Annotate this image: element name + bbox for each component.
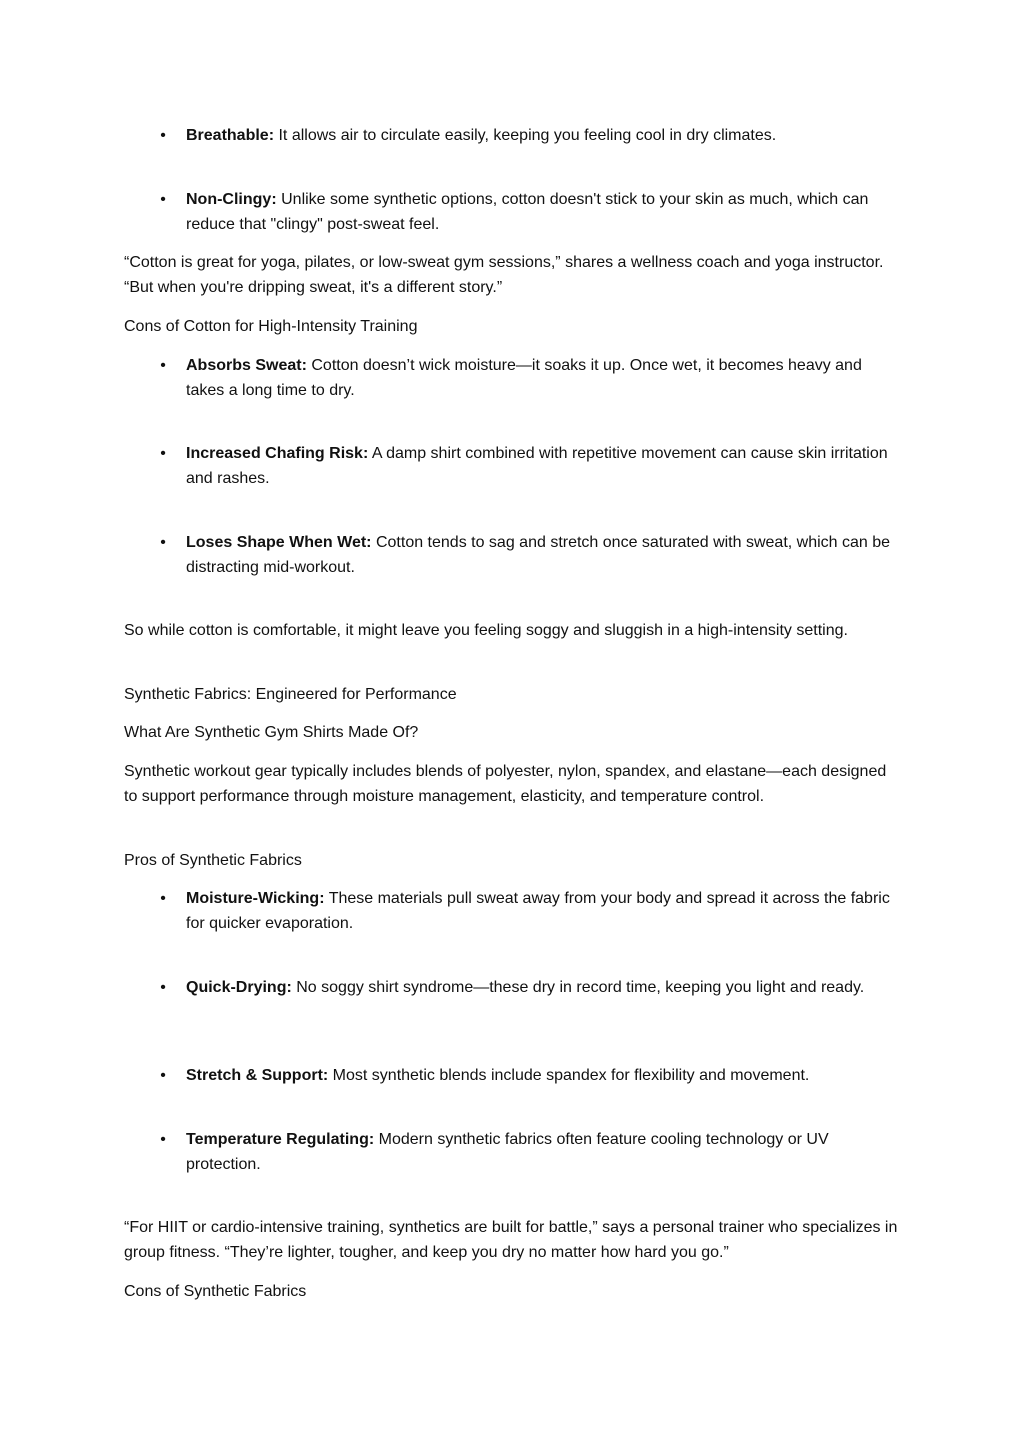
quote-personal-trainer: “For HIIT or cardio-intensive training, synthetics are built for battle,” says a personal trainer who specializes in group fitness. “They’re lighter, tougher, and keep you dry no matter how hard you go.” [124,1219,898,1261]
bullet-icon: • [160,1131,166,1148]
bullet-text: Modern synthetic fabrics often feature cooling technology or UV protection. [186,1131,829,1173]
bullet-label: Non-Clingy: [186,191,277,208]
bullet-item-breathable [124,123,899,148]
bullet-icon: • [160,127,166,144]
bullet-item-absorbs-sweat [124,353,899,403]
bullet-body [186,353,899,403]
bullet-label: Loses Shape When Wet: [186,534,372,551]
bullet-label: Absorbs Sweat: [186,357,307,374]
bullet-icon: • [160,357,166,374]
paragraph-synthetic-blends: Synthetic workout gear typically includes blends of polyester, nylon, spandex, and elastane—each designed to support performance through moisture management, elasticity, and temperature control. [124,763,887,805]
bullet-item-stretch-support [124,1063,899,1088]
bullet-item-moisture-wicking [124,886,899,936]
bullet-label: Quick-Drying: [186,979,292,996]
heading-synthetic-made-of: What Are Synthetic Gym Shirts Made Of? [124,724,419,741]
heading-cons-of-cotton: Cons of Cotton for High-Intensity Training [124,318,418,335]
bullet-icon: • [160,1067,166,1084]
bullet-text: Cotton doesn’t wick moisture—it soaks it up. Once wet, it becomes heavy and takes a long time to dry. [186,357,862,399]
bullet-text: Most synthetic blends include spandex for flexibility and movement. [332,1067,810,1084]
bullet-text: Cotton tends to sag and stretch once saturated with sweat, which can be distracting mid-workout. [186,534,891,576]
bullet-text: These materials pull sweat away from your body and spread it across the fabric for quicker evaporation. [186,890,890,932]
heading-synthetic-fabrics: Synthetic Fabrics: Engineered for Performance [124,686,457,703]
bullet-body [186,1127,899,1177]
bullet-icon: • [160,445,166,462]
bullet-body [186,975,899,1000]
bullet-text: A damp shirt combined with repetitive movement can cause skin irritation and rashes. [186,445,888,487]
bullet-label: Stretch & Support: [186,1067,329,1084]
bullet-item-temperature-regulating [124,1127,899,1177]
bullet-text: Unlike some synthetic options, cotton doesn't stick to your skin as much, which can reduce that "clingy" post-sweat feel. [186,191,869,233]
bullet-body [186,187,899,237]
bullet-item-non-clingy [124,187,899,237]
bullet-item-quick-drying [124,975,899,1000]
bullet-body [186,123,899,148]
paragraph-cotton-summary: So while cotton is comfortable, it might leave you feeling soggy and sluggish in a high-intensity setting. [124,622,848,639]
bullet-body [186,530,899,580]
bullet-label: Temperature Regulating: [186,1131,375,1148]
bullet-item-chafing-risk [124,441,899,491]
bullet-label: Moisture-Wicking: [186,890,325,907]
heading-pros-of-synthetic: Pros of Synthetic Fabrics [124,852,302,869]
bullet-text: It allows air to circulate easily, keeping you feeling cool in dry climates. [278,127,777,144]
bullet-icon: • [160,534,166,551]
bullet-label: Increased Chafing Risk: [186,445,369,462]
quote-wellness-coach: “Cotton is great for yoga, pilates, or low-sweat gym sessions,” shares a wellness coach and yoga instructor. “But when you're dripping sweat, it's a different story.” [124,254,884,296]
bullet-body [186,441,899,491]
bullet-item-loses-shape [124,530,899,580]
bullet-body [186,886,899,936]
bullet-text: No soggy shirt syndrome—these dry in record time, keeping you light and ready. [296,979,865,996]
bullet-icon: • [160,979,166,996]
bullet-body [186,1063,899,1088]
bullet-icon: • [160,191,166,208]
bullet-label: Breathable: [186,127,275,144]
bullet-icon: • [160,890,166,907]
heading-cons-of-synthetic: Cons of Synthetic Fabrics [124,1283,307,1300]
